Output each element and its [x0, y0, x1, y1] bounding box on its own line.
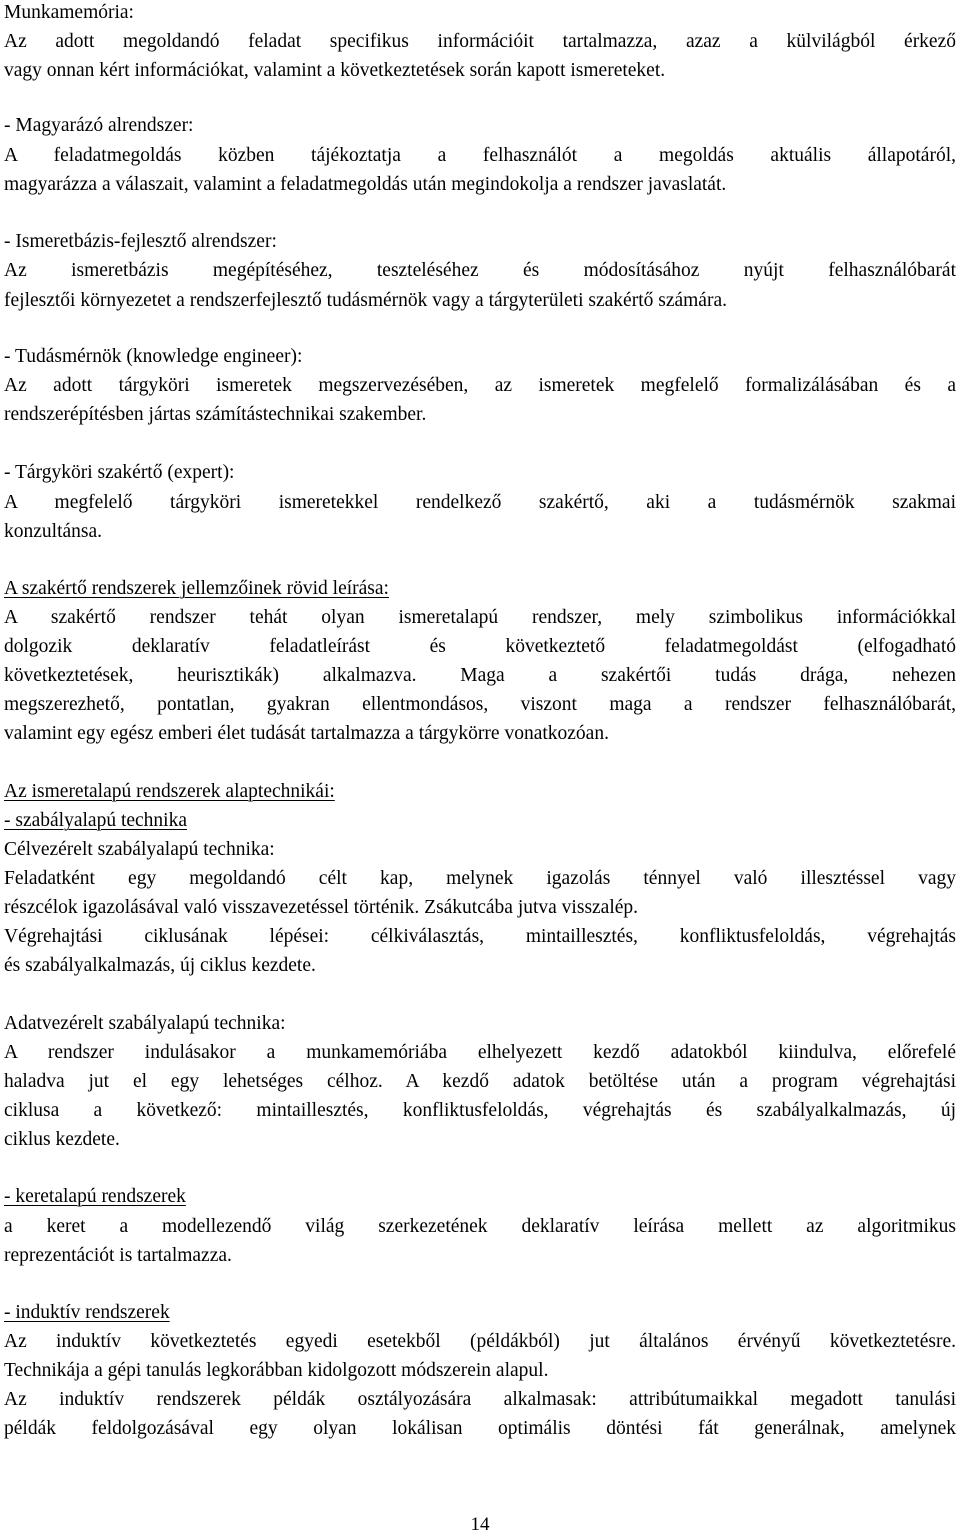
text-line: A rendszer indulásakor a munkamemóriába elhelyezett kezdő adatokból kiindulva, előrefelé [4, 1042, 956, 1063]
text-line: Az adott megoldandó feladat specifikus információit tartalmazza, azaz a külvilágból érkező [4, 31, 956, 52]
text-line: Az induktív következtetés egyedi esetekből (példákból) jut általános érvényű következtetésre. [4, 1331, 956, 1352]
text-line: részcélok igazolásával való visszavezetéssel történik. Zsákutcába jutva visszalép. [4, 897, 639, 918]
subsection-heading [4, 1182, 956, 1211]
text-line: Az induktív rendszerek példák osztályozására alkalmasak: attribútumaikkal megadott tanulási [4, 1389, 956, 1410]
text-line: reprezentációt is tartalmazza. [4, 1245, 232, 1266]
text-line: konzultánsa. [4, 521, 103, 542]
subsection-heading [4, 1298, 956, 1327]
heading-magyarazo: - Magyarázó alrendszer: [4, 115, 194, 136]
text-line: ciklus kezdete. [4, 1129, 120, 1150]
text-line: fejlesztői környezetet a rendszerfejlesztő tudásmérnök vagy a tárgyterületi szakértő számára. [4, 290, 727, 311]
text-line: Technikája a gépi tanulás legkorábban kidolgozott módszerein alapul. [4, 1360, 549, 1381]
subsection-heading-text: - szabályalapú technika [4, 810, 187, 831]
text-line: magyarázza a válaszait, valamint a feladatmegoldás után megindokolja a rendszer javaslatát. [4, 174, 727, 195]
subsection-heading [4, 806, 956, 835]
text-line: Végrehajtási ciklusának lépései: célkiválasztás, mintaillesztés, konfliktusfeloldás, végrehajtás [4, 926, 956, 947]
text-line: haladva jut el egy lehetséges célhoz. A kezdő adatok betöltése után a program végrehajtási [4, 1071, 956, 1092]
section-heading [4, 777, 956, 806]
text-line: A szakértő rendszer tehát olyan ismeretalapú rendszer, mely szimbolikus információkkal [4, 607, 956, 628]
text-line: megszerezhető, pontatlan, gyakran ellentmondásos, viszont maga a rendszer felhasználóbarát, [4, 694, 956, 715]
text-line: A megfelelő tárgyköri ismeretekkel rendelkező szakértő, aki a tudásmérnök szakmai [4, 492, 956, 513]
text-line: példák feldolgozásával egy olyan lokálisan optimális döntési fát generálnak, amelynek [4, 1418, 956, 1439]
text-line: Az ismeretbázis megépítéséhez, teszteléséhez és módosításához nyújt felhasználóbarát [4, 260, 956, 281]
text-line: Az adott tárgyköri ismeretek megszervezésében, az ismeretek megfelelő formalizálásában és a [4, 375, 956, 396]
heading-targykori: - Tárgyköri szakértő (expert): [4, 462, 235, 483]
text-line: ciklusa a következő: mintaillesztés, konfliktusfeloldás, végrehajtás és szabályalkalmazás, új [4, 1100, 956, 1121]
text-line: valamint egy egész emberi élet tudását tartalmazza a tárgykörre vonatkozóan. [4, 723, 609, 744]
text-line: Célvezérelt szabályalapú technika: [4, 839, 275, 860]
subsection-heading-text: - induktív rendszerek [4, 1302, 170, 1323]
text-line: Feladatként egy megoldandó célt kap, melynek igazolás ténnyel való illesztéssel vagy [4, 868, 956, 889]
heading-tudasmernok: - Tudásmérnök (knowledge engineer): [4, 346, 303, 367]
page-number: 14 [470, 1514, 490, 1535]
text-line: rendszerépítésben jártas számítástechnikai szakember. [4, 404, 427, 425]
section-heading-text: Az ismeretalapú rendszerek alaptechnikái: [4, 781, 335, 802]
text-line: és szabályalkalmazás, új ciklus kezdete. [4, 955, 316, 976]
text-line: vagy onnan kért információkat, valamint a következtetések során kapott ismereteket. [4, 60, 666, 81]
text-line: dolgozik deklaratív feladatleírást és következtető feladatmegoldást (elfogadható [4, 636, 956, 657]
section-heading-text: A szakértő rendszerek jellemzőinek rövid leírása: [4, 578, 389, 599]
text-line: következtetések, heurisztikák) alkalmazva. Maga a szakértői tudás drága, nehezen [4, 665, 956, 686]
subsection-heading-text: - keretalapú rendszerek [4, 1186, 186, 1207]
section-heading [4, 574, 956, 603]
heading-munkamemoria: Munkamemória: [4, 2, 134, 23]
text-line: Adatvezérelt szabályalapú technika: [4, 1013, 286, 1034]
text-line: a keret a modellezendő világ szerkezetének deklaratív leírása mellett az algoritmikus [4, 1216, 956, 1237]
heading-ismeretbazis: - Ismeretbázis-fejlesztő alrendszer: [4, 231, 277, 252]
text-line: A feladatmegoldás közben tájékoztatja a felhasználót a megoldás aktuális állapotáról, [4, 145, 956, 166]
